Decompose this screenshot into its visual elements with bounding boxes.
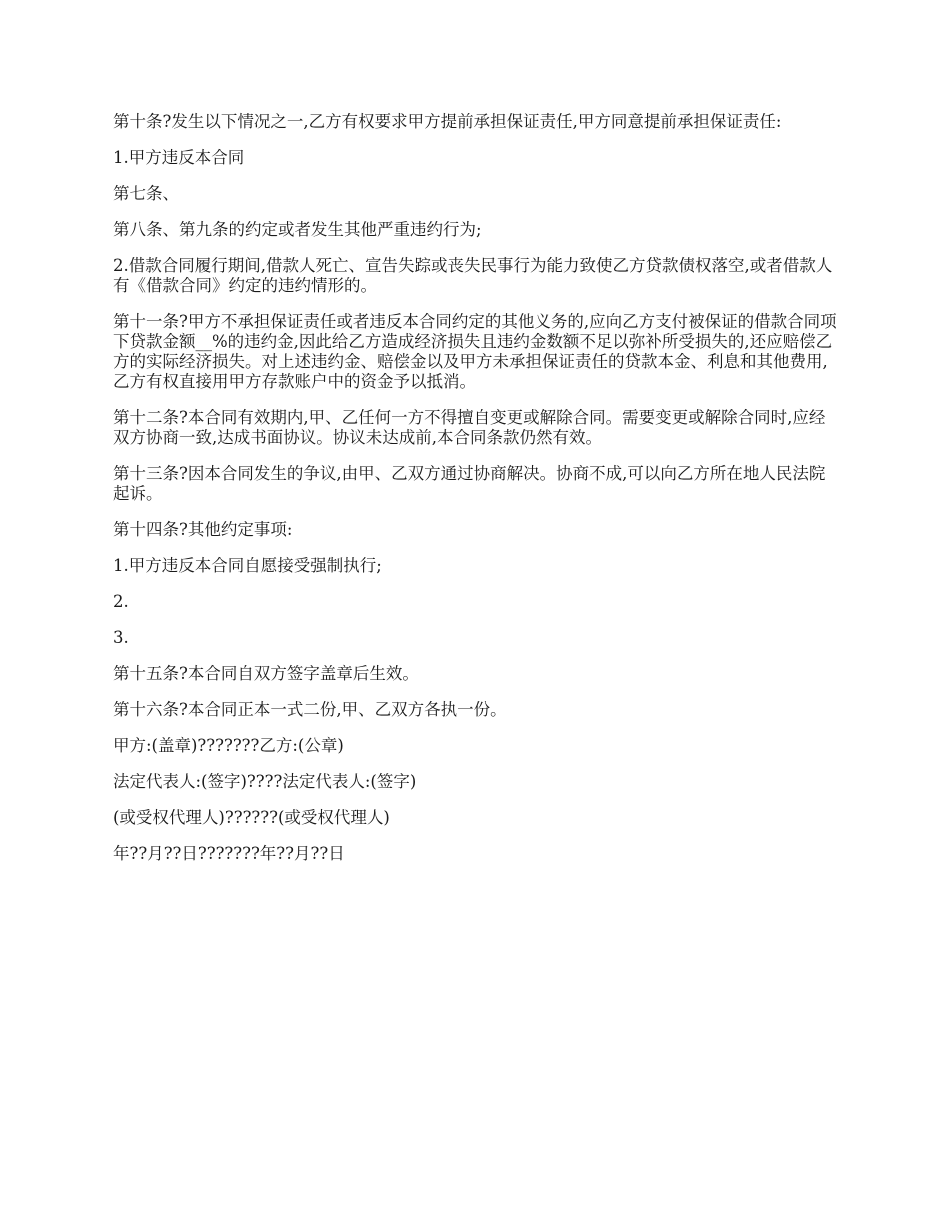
clause-15: 第十五条?本合同自双方签字盖章后生效。 bbox=[113, 664, 419, 683]
signature-representatives: 法定代表人:(签字)????法定代表人:(签字) bbox=[113, 772, 417, 791]
clause-14: 第十四条?其他约定事项: bbox=[113, 520, 293, 539]
clause-11: 第十一条?甲方不承担保证责任或者违反本合同约定的其他义务的,应向乙方支付被保证的借款合同项下贷款金额__%的违约金,因此给乙方造成经济损失且违约金数额不足以弥补所受损失的,还应赔偿乙方的实际经济损失。对上述违约金、赔偿金以及甲方未承担保证责任的贷款本金、利息和其他费用,乙方有权直接用甲方存款账户中的资金予以抵消。 bbox=[113, 312, 837, 391]
signature-dates: 年??月??日???????年??月??日 bbox=[113, 844, 345, 863]
clause-14-item-3: 3. bbox=[113, 628, 129, 647]
clause-10-item-1-ref-8-9: 第八条、第九条的约定或者发生其他严重违约行为; bbox=[113, 220, 482, 239]
document-body bbox=[113, 112, 838, 880]
signature-parties: 甲方:(盖章)???????乙方:(公章) bbox=[113, 736, 344, 755]
clause-16: 第十六条?本合同正本一式二份,甲、乙双方各执一份。 bbox=[113, 700, 507, 719]
signature-agents: (或受权代理人)??????(或受权代理人) bbox=[113, 808, 390, 827]
clause-12: 第十二条?本合同有效期内,甲、乙任何一方不得擅自变更或解除合同。需要变更或解除合同时,应经双方协商一致,达成书面协议。协议未达成前,本合同条款仍然有效。 bbox=[113, 408, 826, 447]
clause-14-item-2: 2. bbox=[113, 592, 129, 611]
clause-10-item-1: 1.甲方违反本合同 bbox=[113, 148, 245, 167]
clause-10-item-2: 2.借款合同履行期间,借款人死亡、宣告失踪或丧失民事行为能力致使乙方贷款债权落空,或者借款人有《借款合同》约定的违约情形的。 bbox=[113, 256, 833, 295]
clause-10-item-1-ref-7: 第七条、 bbox=[113, 184, 179, 203]
clause-10: 第十条?发生以下情况之一,乙方有权要求甲方提前承担保证责任,甲方同意提前承担保证责任: bbox=[113, 112, 782, 131]
clause-13: 第十三条?因本合同发生的争议,由甲、乙双方通过协商解决。协商不成,可以向乙方所在地人民法院起诉。 bbox=[113, 464, 826, 503]
clause-14-item-1: 1.甲方违反本合同自愿接受强制执行; bbox=[113, 556, 382, 575]
